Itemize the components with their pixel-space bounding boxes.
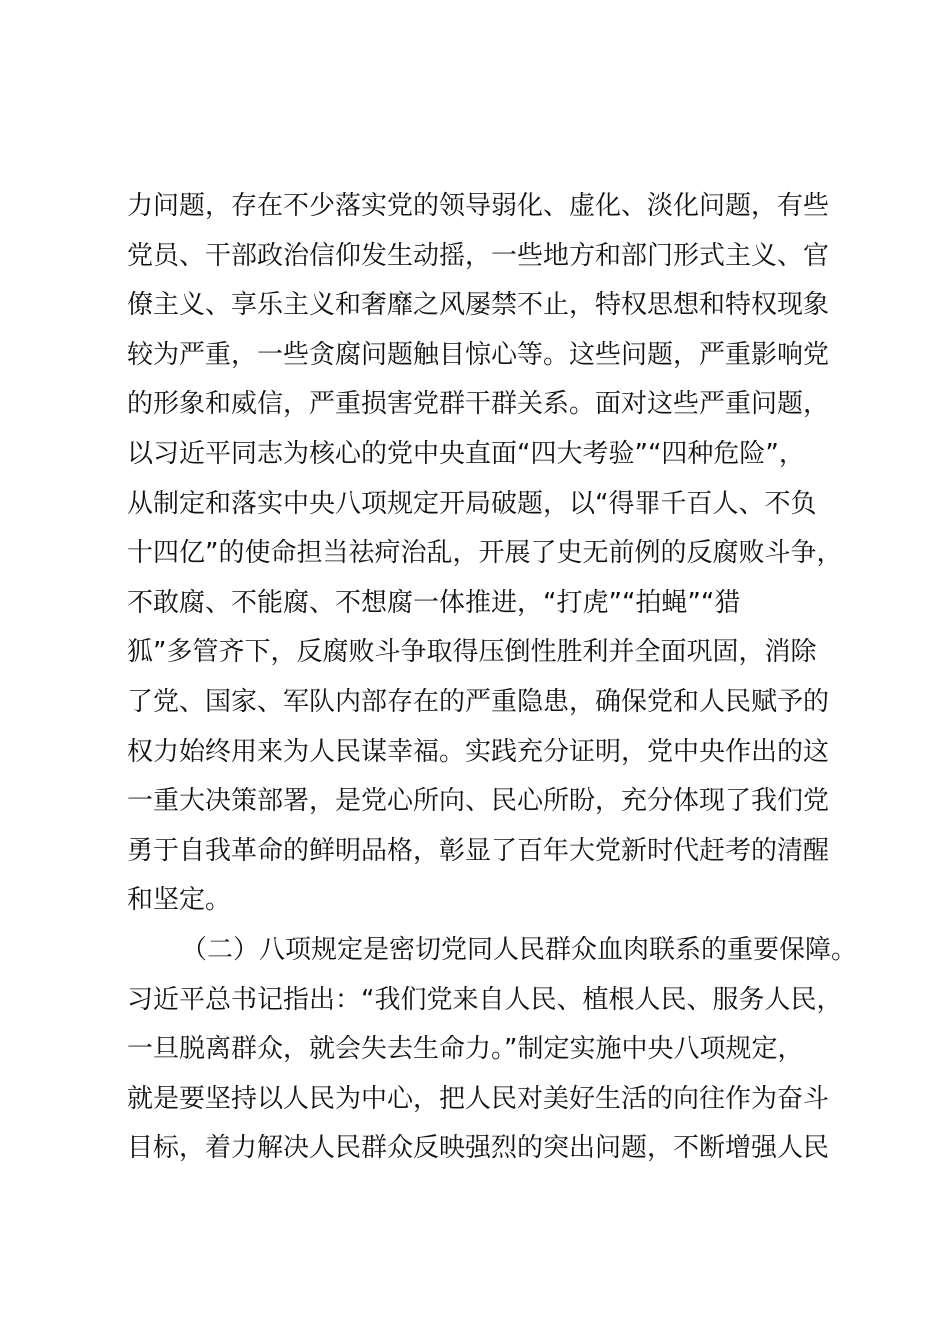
- text-line: 僚主义、享乐主义和奢靡之风屡禁不止，特权思想和特权现象: [127, 290, 830, 321]
- text-line: 和坚定。: [127, 885, 232, 916]
- text-line: 不敢腐、不能腐、不想腐一体推进，“打虎”“拍蝇”“猎: [127, 587, 741, 618]
- text-line: 勇于自我革命的鲜明品格，彰显了百年大党新时代赶考的清醒: [127, 835, 830, 866]
- text-line: 十四亿”的使命担当祛疴治乱，开展了史无前例的反腐败斗争，: [127, 538, 843, 569]
- text-line: 狐”多管齐下，反腐败斗争取得压倒性胜利并全面巩固，消除: [127, 637, 817, 668]
- text-line: 力问题，存在不少落实党的领导弱化、虚化、淡化问题，有些: [127, 191, 830, 221]
- body-text: [127, 182, 857, 1174]
- text-line: 的形象和威信，严重损害党群干群关系。面对这些严重问题，: [127, 389, 830, 420]
- paragraph-1: [127, 182, 857, 926]
- paragraph-2: [127, 926, 857, 1174]
- text-line: 党员、干部政治信仰发生动摇，一些地方和部门形式主义、官: [127, 240, 830, 271]
- text-line: 从制定和落实中央八项规定开局破题，以“得罪千百人、不负: [127, 488, 817, 519]
- text-line: 较为严重，一些贪腐问题触目惊心等。这些问题，严重影响党: [127, 339, 830, 370]
- text-line: 了党、国家、军队内部存在的严重隐患，确保党和人民赋予的: [127, 686, 830, 717]
- text-line: 权力始终用来为人民谋幸福。实践充分证明，党中央作出的这: [127, 736, 830, 767]
- text-line: 就是要坚持以人民为中心，把人民对美好生活的向往作为奋斗: [127, 1083, 830, 1114]
- text-line: 习近平总书记指出：“我们党来自人民、植根人民、服务人民，: [127, 984, 843, 1015]
- text-line: 以习近平同志为核心的党中央直面“四大考验”“四种危险”，: [127, 438, 805, 469]
- text-line: 目标，着力解决人民群众反映强烈的突出问题，不断增强人民: [127, 1133, 830, 1164]
- text-line: 一重大决策部署，是党心所向、民心所盼，充分体现了我们党: [127, 786, 830, 817]
- section-heading-line: （二）八项规定是密切党同人民群众血肉联系的重要保障。: [181, 934, 858, 965]
- text-line: 一旦脱离群众，就会失去生命力。”制定实施中央八项规定，: [127, 1034, 804, 1065]
